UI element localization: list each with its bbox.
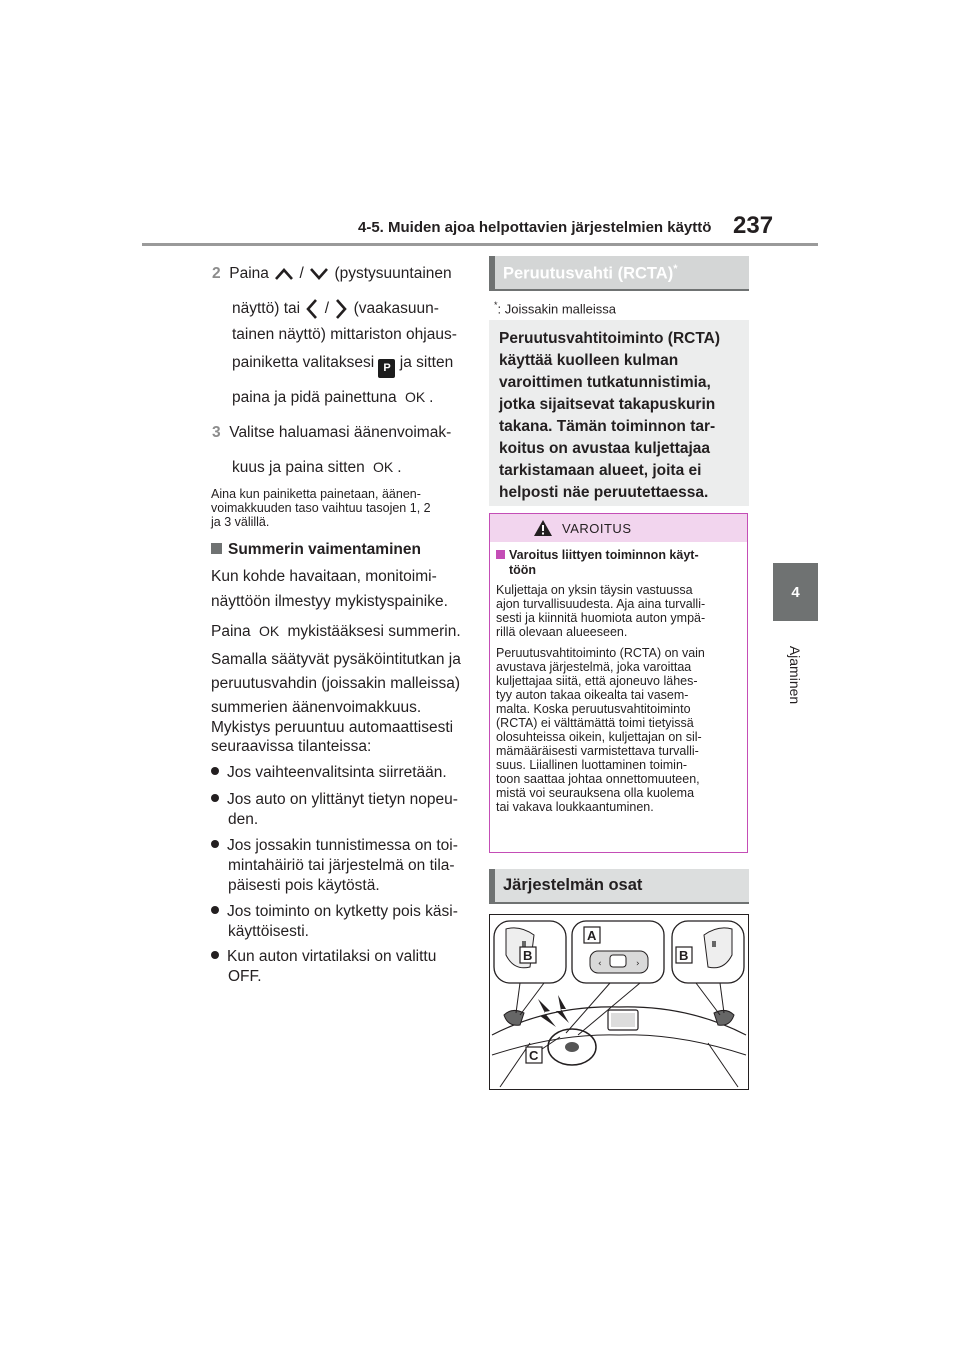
svg-text:›: › xyxy=(636,959,640,969)
paragraph-line: Kun kohde havaitaan, monitoimi- xyxy=(211,568,437,585)
bullet-icon xyxy=(211,840,219,848)
note-line: Aina kun painiketta painetaan, äänen- xyxy=(211,487,421,501)
warning-line: sesti ja kiinnitä huomiota auton ympä- xyxy=(496,611,706,625)
paragraph-line: Samalla säätyvät pysäköintitutkan ja xyxy=(211,651,461,668)
paragraph-line: seuraavissa tilanteissa: xyxy=(211,738,372,755)
footnote: *: Joissakin malleissa xyxy=(494,300,617,317)
list-item-cont: käyttöisesti. xyxy=(228,923,309,940)
intro-line: helposti näe peruutettaessa. xyxy=(499,484,709,501)
list-item-cont: päisesti pois käytöstä. xyxy=(228,877,380,894)
square-bullet-icon xyxy=(496,550,505,559)
intro-line: koitus on avustaa kuljettajaa xyxy=(499,440,711,457)
warning-line: mämääräisesti varmistettava turvalli- xyxy=(496,744,699,758)
section-heading-components: Järjestelmän osat xyxy=(489,869,749,902)
warning-line: suus. Liiallinen luottaminen toimin- xyxy=(496,758,688,772)
intro-line: tarkistamaan alueet, joita ei xyxy=(499,462,702,479)
step-2-line-2: näyttö) tai / (vaakasuun- xyxy=(232,298,439,320)
figure-label-a: A xyxy=(587,928,597,943)
chevron-down-icon xyxy=(308,267,330,281)
parking-support-icon: P xyxy=(378,359,395,378)
paragraph-line: summerien äänenvoimakkuus. xyxy=(211,699,422,716)
square-bullet-icon xyxy=(211,543,222,554)
chapter-tab: 4 xyxy=(773,563,818,621)
warning-line: kuljettajaa siitä, että ajoneuvo lähes- xyxy=(496,674,698,688)
paragraph-line: Mykistys peruuntuu automaattisesti xyxy=(211,719,454,736)
bullet-icon xyxy=(211,951,219,959)
step-2-line-4: painiketta valitaksesi P ja sitten xyxy=(232,353,453,378)
warning-line: Peruutusvahtitoiminto (RCTA) on vain xyxy=(496,646,705,660)
warning-subheading: töön xyxy=(509,563,537,577)
warning-triangle-icon xyxy=(533,519,553,537)
intro-line: Peruutusvahtitoiminto (RCTA) xyxy=(499,330,721,347)
warning-line: toon saattaa johtaa onnettomuuteen, xyxy=(496,772,700,786)
step-3-line-1: 3 Valitse haluamasi äänenvoimak- xyxy=(212,424,452,441)
warning-header: VAROITUS xyxy=(490,514,747,542)
header-divider xyxy=(142,243,818,246)
section-heading-rcta: Peruutusvahti (RCTA)* xyxy=(489,256,749,289)
warning-line: olosuhteissa oikein, kuljettajan on sil- xyxy=(496,730,702,744)
list-item-cont: mintahäiriö tai järjestelmä on tila- xyxy=(228,857,455,874)
page-number: 237 xyxy=(733,212,774,239)
warning-line: ajon turvallisuudesta. Aja aina turvalli- xyxy=(496,597,706,611)
ok-icon: OK xyxy=(258,623,280,639)
list-item: Jos toiminto on kytketty pois käsi- xyxy=(211,902,458,922)
paragraph-line: näyttöön ilmestyy mykistyspainike. xyxy=(211,593,448,610)
figure-label-b-right: B xyxy=(679,948,689,963)
chevron-up-icon xyxy=(273,267,295,281)
warning-subheading: Varoitus liittyen toiminnon käyt- xyxy=(496,548,699,562)
warning-line: malta. Koska peruutusvahtitoiminto xyxy=(496,702,691,716)
bullet-icon xyxy=(211,906,219,914)
section-rule xyxy=(489,902,749,904)
note-line: ja 3 välillä. xyxy=(211,515,270,529)
running-header: 4-5. Muiden ajoa helpottavien järjestelmien käyttö xyxy=(358,219,712,236)
intro-line: käyttää kuolleen kulman xyxy=(499,352,679,369)
svg-text:‹: ‹ xyxy=(598,959,602,969)
step-2-line-3: tainen näyttö) mittariston ohjaus- xyxy=(232,326,457,343)
mute-heading: Summerin vaimentaminen xyxy=(211,541,421,559)
chevron-left-icon xyxy=(304,298,320,320)
step-2-line-1: 2 Paina / (pystysuuntainen xyxy=(212,265,452,282)
warning-line: (RCTA) ei välttämättä toimi tietyissä xyxy=(496,716,694,730)
intro-line: varoittimen tutkatunnistimia, xyxy=(499,374,711,391)
intro-box xyxy=(489,320,749,506)
bullet-icon xyxy=(211,767,219,775)
warning-line: tai vakava loukkaantuminen. xyxy=(496,800,654,814)
list-item-cont: den. xyxy=(228,811,259,828)
note-line: voimakkuuden taso vaihtuu tasojen 1, 2 xyxy=(211,501,431,515)
ok-icon: OK xyxy=(373,459,394,475)
chevron-right-icon xyxy=(333,298,349,320)
ok-icon: OK xyxy=(404,389,426,405)
intro-line: takana. Tämän toiminnon tar- xyxy=(499,418,716,435)
dashboard-illustration xyxy=(490,915,748,1089)
list-item: Kun auton virtatilaksi on valittu xyxy=(211,947,436,967)
section-rule xyxy=(489,289,749,291)
paragraph-line: Paina OK mykistääksesi summerin. xyxy=(211,623,461,640)
warning-line: avustava järjestelmä, joka varoittaa xyxy=(496,660,692,674)
warning-line: mistä voi seurauksena olla kuolema xyxy=(496,786,695,800)
figure-label-c: C xyxy=(529,1048,539,1063)
list-item: Jos auto on ylittänyt tietyn nopeu- xyxy=(211,790,458,810)
list-item: Jos jossakin tunnistimessa on toi- xyxy=(211,836,458,856)
step-3-line-2: kuus ja paina sitten OK . xyxy=(232,459,402,476)
intro-line: jotka sijaitsevat takapuskurin xyxy=(499,396,716,413)
components-figure xyxy=(489,914,749,1090)
list-item-cont: OFF. xyxy=(228,968,262,985)
paragraph-line: peruutusvahdin (joissakin malleissa) xyxy=(211,675,460,692)
list-item: Jos vaihteenvalitsinta siirretään. xyxy=(211,763,447,783)
figure-label-b-left: B xyxy=(523,948,533,963)
step-2-line-5: paina ja pidä painettuna OK . xyxy=(232,389,434,406)
warning-box xyxy=(489,513,748,853)
warning-line: tyy auton takaa oikealta tai vasem- xyxy=(496,688,689,702)
chapter-tab-label: Ajaminen xyxy=(787,645,803,705)
warning-line: rillä olevaan alueeseen. xyxy=(496,625,628,639)
bullet-icon xyxy=(211,794,219,802)
warning-line: Kuljettaja on yksin täysin vastuussa xyxy=(496,583,693,597)
